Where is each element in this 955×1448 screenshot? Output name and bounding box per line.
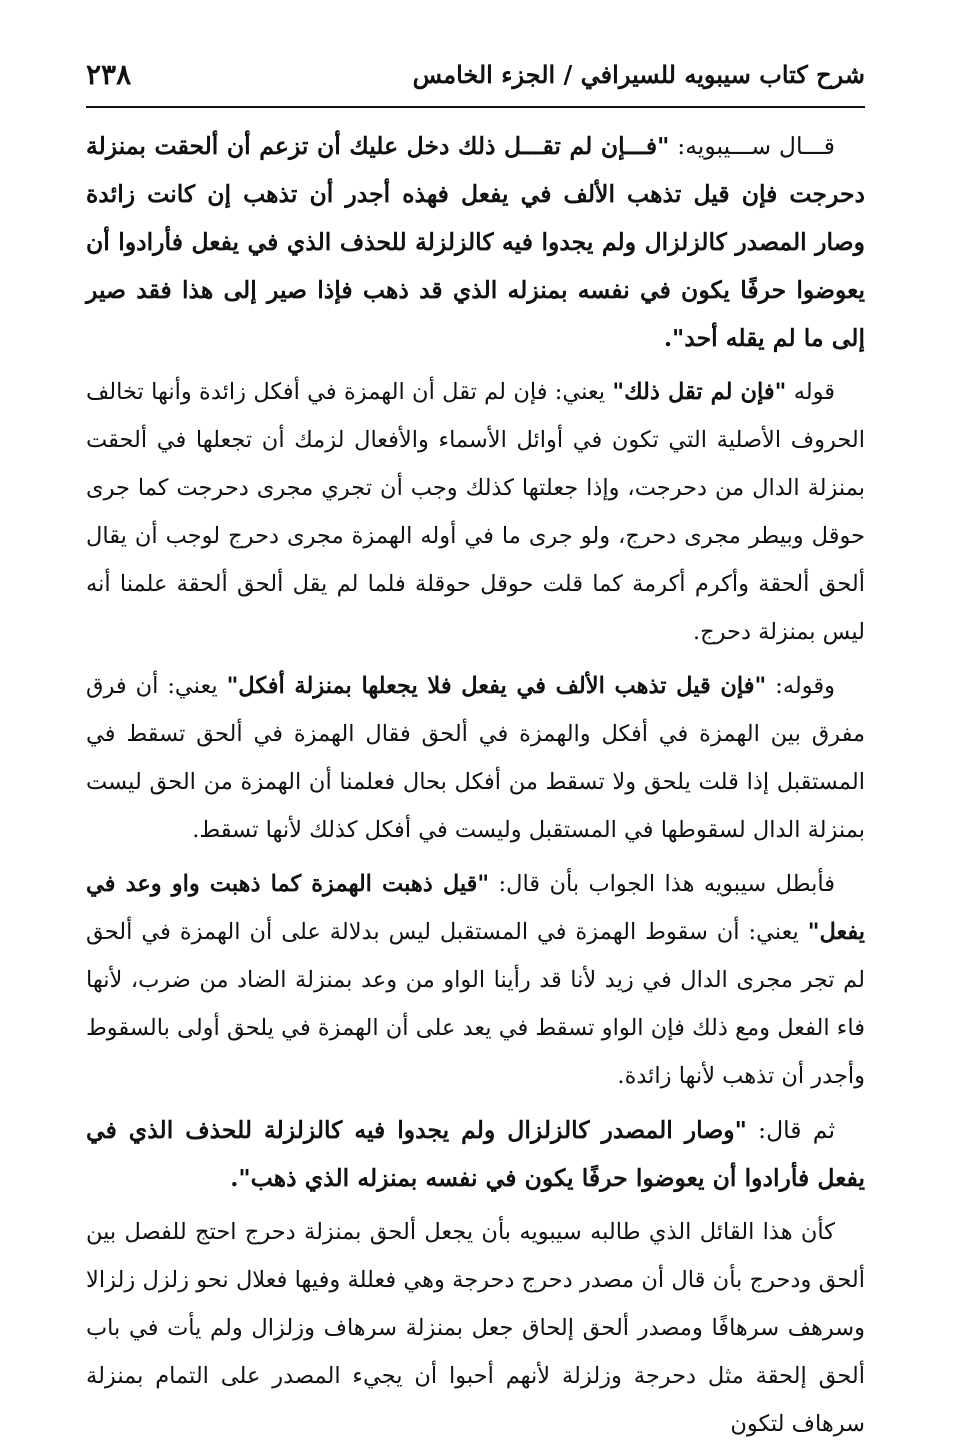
quoted-text: "فإن قيل تذهب الألف في يفعل فلا يجعلها بمنزلة أفكل" bbox=[226, 673, 767, 699]
page-number: ٢٣٨ bbox=[86, 58, 132, 91]
body-text: يعني: أن فرق مفرق بين الهمزة في أفكل والهمزة في ألحق فقال الهمزة في ألحق تسقط في المستقبل إذا قلت يلحق ولا تسقط من أفكل بحال فعلمنا أن الهمزة من الحق ليست بمنزلة الدال لسقوطها في المستقبل وليست في أفكل كذلك لأنها تسقط. bbox=[86, 673, 865, 843]
body-text: قوله bbox=[786, 379, 835, 405]
quoted-text: "وصار المصدر كالزلزال ولم يجدوا فيه كالزلزلة للحذف الذي في يفعل فأرادوا أن يعوضوا حرفًا يكون في نفسه بمنزله الذي ذهب". bbox=[86, 1116, 865, 1192]
body-text: وقوله: bbox=[766, 673, 835, 699]
paragraph bbox=[86, 860, 865, 1100]
page-body bbox=[86, 122, 865, 1448]
running-title: شرح كتاب سيبويه للسيرافي / الجزء الخامس bbox=[412, 60, 865, 89]
quoted-text: "فـــإن لم تقـــل ذلك دخل عليك أن تزعم أن ألحقت بمنزلة دحرجت فإن قيل تذهب الألف في يفعل فهذه أجدر أن تذهب إن كانت زائدة وصار المصدر كالزلزال ولم يجدوا فيه كالزلزلة للحذف الذي في يفعل فأرادوا أن يعوضوا حرفًا يكون في نفسه بمنزله الذي قد ذهب فإذا صير إلى هذا فقد صير إلى ما لم يقله أحد". bbox=[86, 132, 865, 352]
paragraph bbox=[86, 1208, 865, 1448]
paragraph bbox=[86, 1106, 865, 1202]
body-text: يعني: أن سقوط الهمزة في المستقبل ليس بدلالة على أن الهمزة في ألحق لم تجر مجرى الدال في زيد لأنا قد رأينا الواو من وعد بمنزلة الضاد من ضرب، لأنها فاء الفعل ومع ذلك فإن الواو تسقط في يعد على أن الهمزة في يلحق أولى بالسقوط وأجدر أن تذهب لأنها زائدة. bbox=[86, 919, 865, 1089]
body-text: كأن هذا القائل الذي طالبه سيبويه بأن يجعل ألحق بمنزلة دحرج احتج للفصل بين ألحق ودحرج بأن قال أن مصدر دحرج دحرجة وهي فعللة وفيها فعلال نحو زلزل زلزالا وسرهف سرهافًا ومصدر ألحق إلحاق جعل بمنزلة سرهاف وزلزال ولم يأت في باب ألحق إلحقة مثل دحرجة وزلزلة لأنهم أحبوا أن يجيء المصدر على التمام بمنزلة سرهاف لتكون bbox=[86, 1219, 865, 1437]
body-text: ثم قال: bbox=[746, 1116, 835, 1144]
paragraph bbox=[86, 368, 865, 656]
body-text: فأبطل سيبويه هذا الجواب بأن قال: bbox=[489, 871, 835, 897]
page-header bbox=[86, 56, 865, 108]
quoted-text: "قيل ذهبت الهمزة كما ذهبت واو وعد في يفعل" bbox=[86, 871, 865, 945]
paragraph bbox=[86, 662, 865, 854]
body-text: يعني: فإن لم تقل أن الهمزة في أفكل زائدة وأنها تخالف الحروف الأصلية التي تكون في أوائل الأسماء والأفعال لزمك أن تجعلها في ألحقت بمنزلة الدال من دحرجت، وإذا جعلتها كذلك وجب أن تجري مجرى دحرجت كما جرى حوقل وبيطر مجرى دحرج، ولو جرى ما في أوله الهمزة مجرى دحرج لوجب أن يقال ألحق ألحقة وأكرم أكرمة كما قلت حوقل حوقلة فلما لم يقل ألحق ألحقة علمنا أنه ليس بمنزلة دحرج. bbox=[86, 379, 865, 645]
book-page bbox=[86, 56, 865, 1437]
quoted-text: "فإن لم تقل ذلك" bbox=[612, 379, 787, 405]
paragraph bbox=[86, 122, 865, 362]
body-text: قـــال ســـيبويه: bbox=[669, 132, 835, 160]
